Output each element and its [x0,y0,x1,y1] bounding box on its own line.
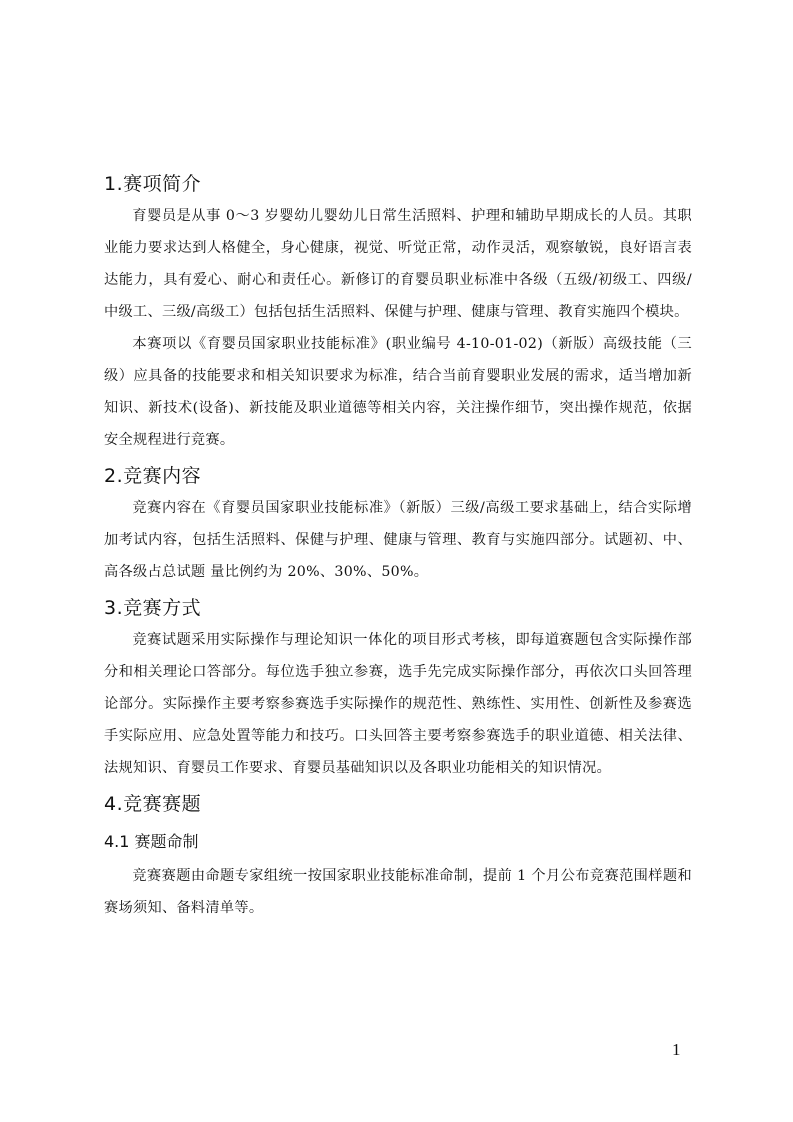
section-event-intro [104,168,692,456]
section-heading: 2.竞赛内容 [104,465,202,487]
section-competition-content [104,460,692,588]
section-heading: 1.赛项简介 [104,173,202,195]
paragraph: 竞赛试题采用实际操作与理论知识一体化的项目形式考核，即每道赛题包含实际操作部分和相关理论口答部分。每位选手独立参赛，选手先完成实际操作部分，再依次口头回答理论部分。实际操作主要考察参赛选手实际操作的规范性、熟练性、实用性、创新性及参赛选手实际应用、应急处置等能力和技巧。口头回答主要考察参赛选手的职业道德、相关法律、法规知识、育婴员工作要求、育婴员基础知识以及各职业功能相关的知识情况。 [104,632,692,776]
section-heading: 4.竞赛赛题 [104,793,202,815]
section-competition-questions [104,788,692,924]
paragraph: 竞赛赛题由命题专家组统一按国家职业技能标准命制，提前 1 个月公布竞赛范围样题和赛场须知、备料清单等。 [104,868,692,916]
document-body [104,168,692,924]
page-number: 1 [672,1040,681,1059]
paragraph: 竞赛内容在《育婴员国家职业技能标准》（新版）三级/高级工要求基础上，结合实际增加考试内容，包括生活照料、保健与护理、健康与管理、教育与实施四部分。试题初、中、高各级占总试题 量比例约为 20%、30%、50%。 [104,500,692,580]
section-heading: 3.竞赛方式 [104,597,202,619]
subsection-heading: 4.1 赛题命制 [104,832,199,851]
section-competition-format [104,592,692,784]
paragraph: 本赛项以《育婴员国家职业技能标准》(职业编号 4-10-01-02)（新版）高级技能（三级）应具备的技能要求和相关知识要求为标准，结合当前育婴职业发展的需求，适当增加新知识、新技术(设备)、新技能及职业道德等相关内容，关注操作细节，突出操作规范，依据安全规程进行竞赛。 [104,336,692,448]
paragraph: 育婴员是从事 0～3 岁婴幼儿婴幼儿日常生活照料、护理和辅助早期成长的人员。其职业能力要求达到人格健全，身心健康，视觉、听觉正常，动作灵活，观察敏锐，良好语言表达能力，具有爱心、耐心和责任心。新修订的育婴员职业标准中各级（五级/初级工、四级/中级工、三级/高级工）包括包括生活照料、保健与护理、健康与管理、教育实施四个模块。 [104,208,692,320]
